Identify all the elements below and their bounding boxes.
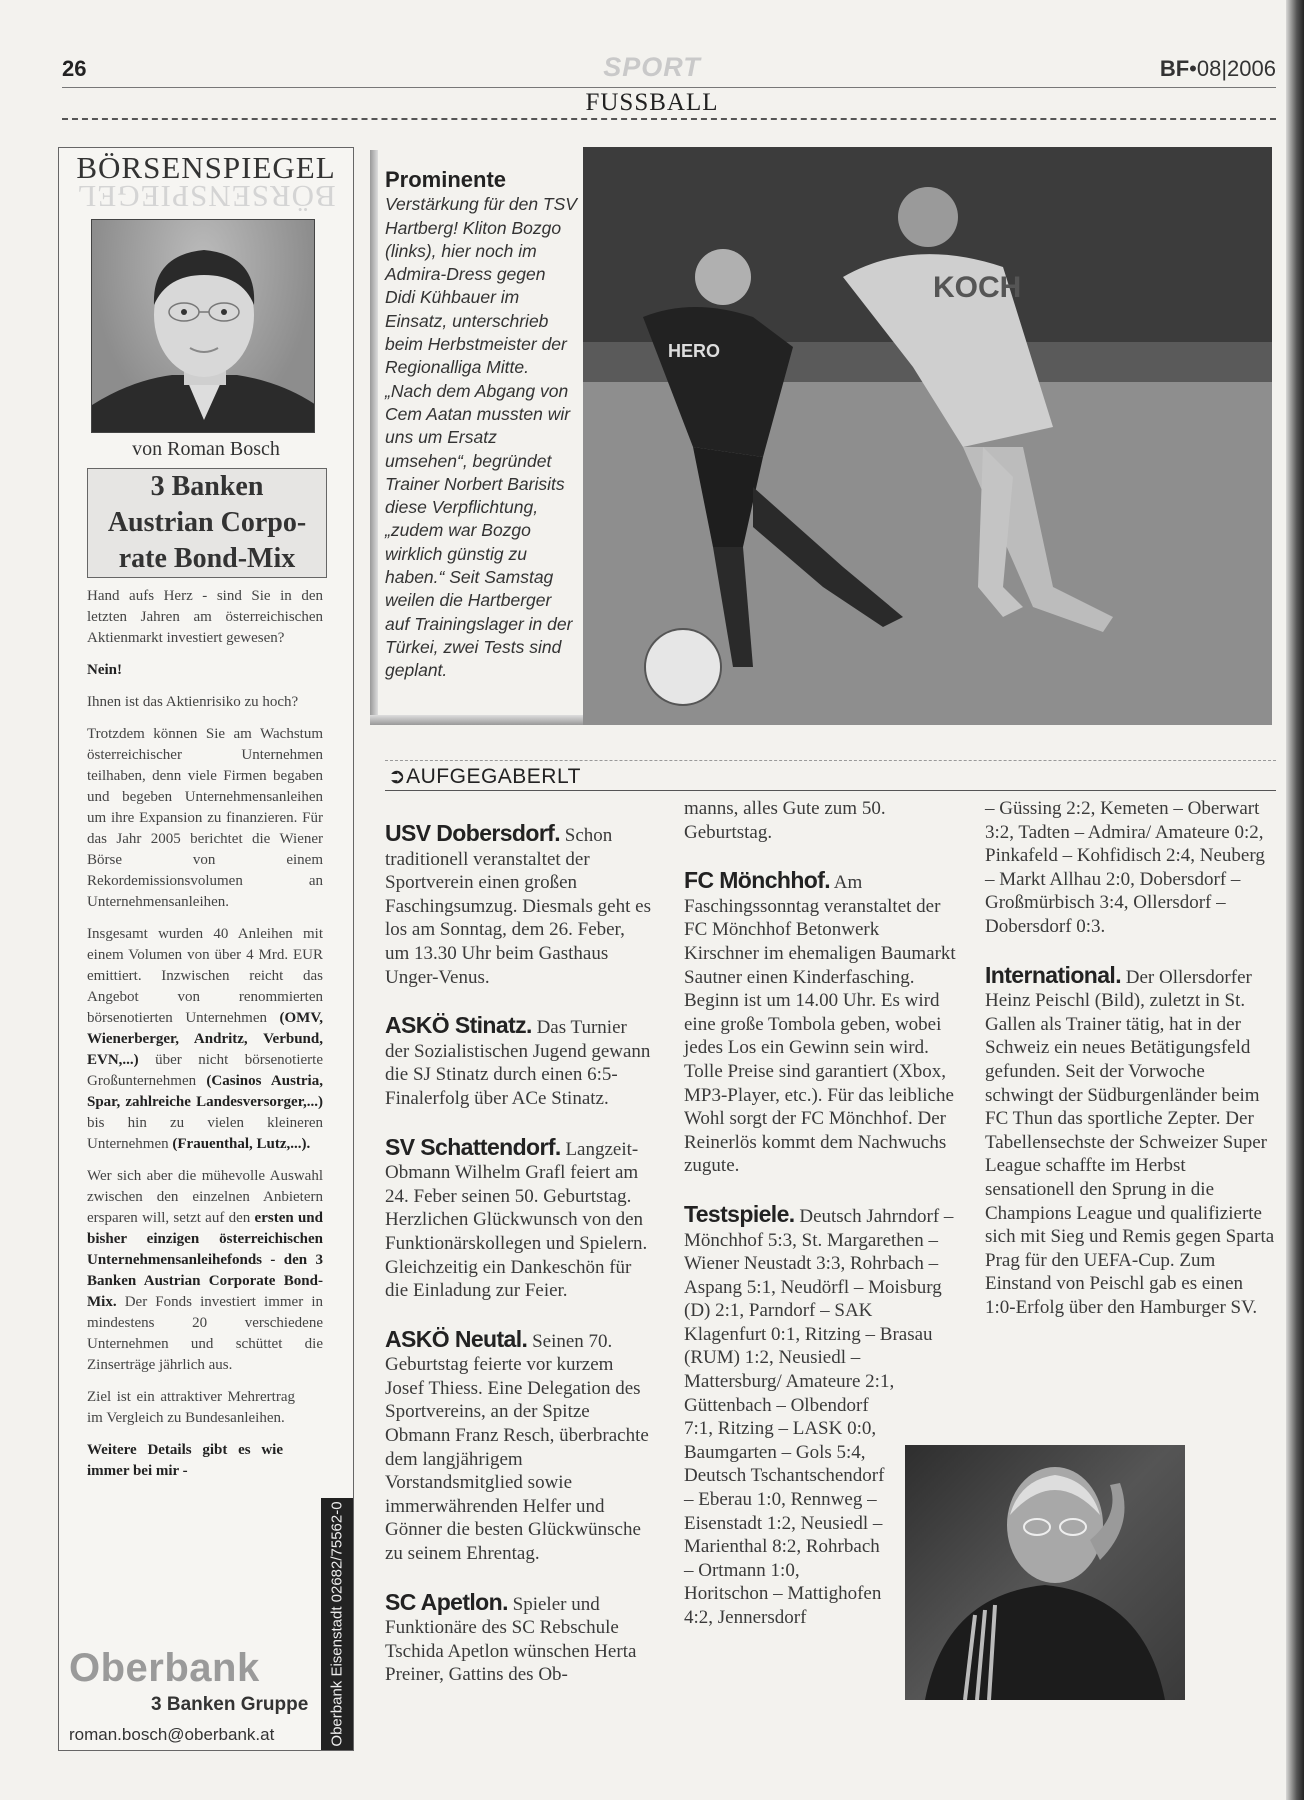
text: über nicht börsenotierte Großunternehmen — [87, 1052, 323, 1089]
news-text: Am Faschingssonntag veranstaltet der FC Mönchhof Betonwerk Kirschner im ehemaligen Baumarkt Sautner einen Kinderfasching. Beginn ist um 14.00 Uhr. Es wird eine große Tombola geben, wobei jedes Los ein Gewinn sein wird. Tolle Preise sind garantiert (Xbox, MP3-Player, etc.). Für das leibliche Wohl sorgt der FC Mönchhof. Der Reinerlös kommt dem Nachwuchs zugute. — [684, 872, 956, 1177]
headline-line: Austrian Corpo- — [107, 507, 307, 538]
topic-title: FUSSBALL — [585, 89, 719, 116]
photo-caption — [385, 168, 580, 683]
paragraph: Trotzdem können Sie am Wachstum österreichischer Unternehmen teilhaben, denn viele Firmen begaben und begeben Unternehmensanleihen um ihre Expansion zu finanzieren. Für das Jahr 2005 berichtet die Wiener Börse von einem Rekordemissionsvolumen an Unternehmensanleihen. — [87, 726, 323, 910]
news-heading: ASKÖ Neutal. — [385, 1325, 528, 1352]
paragraph — [87, 660, 323, 681]
news-text: Deutsch Jahrndorf – Mönchhof 5:3, St. Margarethen – Wiener Neustadt 3:3, Rohrbach – Aspang 5:1, Neudörfl – Moisburg (D) 2:1, Parndorf – SAK Klagenfurt 0:1, Ritzing – Brasau (RUM) 1:2, Neusiedl – Mattersburg/ Amateure 2:1, Güttenbach – Olbendorf 7:1, Ritzing – LASK 0:0, Baumgarten – Gols 5:4, Deutsch Tschantschendorf – Eberau 1:0, Rennweg – Eisenstadt 1:2, Neusiedl – Marienthal 8:2, Rohrbach – Ortmann 1:0, Horitschon – Mattighofen 4:2, Jennersdorf — [684, 1205, 954, 1628]
column-body — [87, 586, 323, 1493]
caption-lead: Prominente — [385, 167, 507, 192]
paragraph: Ihnen ist das Aktienrisiko zu hoch? — [87, 694, 299, 710]
text: Wer sich aber die mühevolle Auswahl zwischen den einzelnen Anbietern ersparen will, setzt auf den — [87, 1168, 323, 1226]
caption-frame — [370, 715, 583, 725]
paragraph — [87, 924, 323, 1155]
contact-phone: Oberbank Eisenstadt 02682/75562-0 — [328, 1501, 346, 1747]
news-item-continued: manns, alles Gute zum 50. Geburtstag. — [684, 798, 886, 843]
news-text: Der Ollersdorfer Heinz Peischl (Bild), zuletzt in St. Gallen als Trainer tätig, hat in der Schweiz ein neues Betätigungsfeld gefunden. Seit der Vorwoche schwingt der Südburgenländer beim FC Thun das sportliche Zepter. Der Tabellensechste der Schweizer Super League schaffte im Herbst sensationell den Sprung in die Champions League und qualifizierte sich mit Sieg und Remis gegen Sparta Prag für den UEFA-Cup. Zum Einstand von Peischl gab es einen 1:0-Erfolg über den Hamburger SV. — [985, 966, 1275, 1318]
news-heading: Testspiele. — [684, 1200, 795, 1227]
news-text: Langzeit-Obmann Wilhelm Grafl feiert am 24. Feber seinen 50. Geburtstag. Herzlichen Glückwunsch von den Funktionärskollegen und Spielern. Gleichzeitig ein Dankeschön für die Einladung zur Feier. — [385, 1138, 648, 1302]
byline: von Roman Bosch — [132, 438, 280, 460]
header-rule — [62, 87, 1276, 88]
heinz-peischl-photo — [905, 1445, 1185, 1700]
paragraph — [87, 1166, 323, 1376]
emphasis: Nein! — [87, 662, 122, 678]
paragraph — [87, 1440, 323, 1482]
emphasis: (Frauenthal, Lutz,...). — [172, 1136, 311, 1152]
headline-line: rate Bond-Mix — [118, 543, 296, 574]
section-dashed-rule — [385, 760, 1276, 761]
brand: BF — [1159, 56, 1190, 81]
news-text: Seinen 70. Geburtstag feierte vor kurzem Josef Thiess. Eine Delegation des Sportvereins, an der Spitze Obmann Franz Resch, überbrachte dem langjährigem Vorstandsmitglied sowie immerwährenden Helfer und Gönner die besten Glückwünsche zu seinem Ehrentag. — [385, 1330, 649, 1565]
edition-label: BF•08|2006 — [1159, 56, 1276, 81]
year: 2006 — [1227, 56, 1276, 81]
caption-text: Verstärkung für den TSV Hartberg! Kliton Bozgo (links), hier noch im Admira-Dress gegen Didi Kühbauer im Einsatz, unterschrieb beim Herbstmeister der Regionalliga Mitte. „Nach dem Abgang von Cem Aatan mussten wir uns um Ersatz umsehen“, begründet Trainer Norbert Barisits diese Verpflichtung, „zudem war Bozgo wirklich günstig zu haben.“ Seit Samstag weilen die Hartberger auf Trainingslager in der Türkei, zwei Tests sind geplant. — [385, 194, 577, 681]
contact-stripe — [321, 1498, 353, 1750]
paragraph: Hand aufs Herz - sind Sie in den letzten Jahren am österreichischen Aktienmarkt investiert gewesen? — [87, 588, 323, 646]
boersenspiegel-column — [58, 147, 354, 1751]
column-title-reflection: BÖRSENSPIEGEL — [76, 179, 336, 214]
shirt-text: HERO — [668, 341, 721, 361]
section-rule — [385, 790, 1276, 791]
text: Der Fonds investiert immer in mindestens 20 verschiedene Unternehmen und schüttet die Zinserträge jährlich aus. — [87, 1294, 323, 1373]
author-portrait — [91, 219, 315, 433]
page-number: 26 — [62, 56, 87, 81]
arrow-icon: ➲ — [388, 765, 407, 788]
football-match-photo — [583, 147, 1272, 725]
section-label-text: AUFGEGABERLT — [406, 765, 581, 788]
news-text: Spieler und Funktionäre des SC Rebschule Tschida Apetlon wünschen Herta Preiner, Gattins des Ob- — [385, 1593, 637, 1686]
issue: 08 — [1196, 56, 1222, 81]
header-dashed-rule — [62, 118, 1276, 120]
emphasis: (Casinos Austria, Spar, zahlreiche Landesversorger,...) — [87, 1073, 323, 1110]
news-heading: FC Mönchhof. — [684, 867, 831, 894]
news-column-3 — [985, 797, 1275, 1342]
headline-line: 3 Banken — [150, 471, 264, 502]
news-item-continued: – Güssing 2:2, Kemeten – Oberwart 3:2, Tadten – Admira/ Amateure 0:2, Pinkafeld – Kohfidisch 2:4, Neuberg – Markt Allhau 2:0, Dobersdorf – Großmürbisch 3:4, Ollersdorf – Dobersdorf 0:3. — [985, 798, 1265, 937]
section-title: SPORT — [603, 52, 701, 82]
emphasis: ersten und bisher einzigen österreichischen Unternehmensanleihefonds - den 3 Banken Austrian Corporate Bond-Mix. — [87, 1210, 323, 1310]
text: Insgesamt wurden 40 Anleihen mit einem Volumen von über 4 Mrd. EUR emittiert. Inzwischen reicht das Angebot von renommierten börsenotierten Unternehmen — [87, 926, 323, 1026]
news-text: Das Turnier der Sozialistischen Jugend gewann die SJ Stinatz durch einen 6:5-Finalerfolg über ACe Stinatz. — [385, 1017, 651, 1109]
news-heading: USV Dobersdorf. — [385, 820, 561, 846]
news-heading: ASKÖ Stinatz. — [385, 1012, 532, 1039]
text: bis hin zu vielen kleineren Unternehmen — [87, 1115, 323, 1152]
section-label — [388, 764, 581, 789]
oberbank-logo: Oberbank — [69, 1646, 260, 1690]
news-heading: SC Apetlon. — [385, 1588, 508, 1615]
caption-frame — [370, 150, 378, 725]
emphasis: (OMV, Wienerberger, Andritz, Verbund, EVN,...) — [87, 1010, 323, 1068]
emphasis: Weitere Details gibt es wie immer bei mir - — [87, 1442, 283, 1479]
paragraph: Ziel ist ein attraktiver Mehrertrag im Vergleich zu Bundesanleihen. — [87, 1389, 295, 1426]
logo-subtitle: 3 Banken Gruppe — [151, 1694, 309, 1715]
column-title: BÖRSENSPIEGEL — [76, 150, 336, 185]
news-column-1 — [385, 797, 653, 1710]
email-link[interactable]: roman.bosch@oberbank.at — [69, 1725, 275, 1744]
scan-edge — [1286, 0, 1304, 1800]
column-headline — [87, 468, 327, 578]
news-heading: International. — [985, 961, 1122, 988]
news-heading: SV Schattendorf. — [385, 1133, 561, 1160]
jersey-sponsor: KOCH — [933, 271, 1022, 304]
news-text: Schon traditionell veranstaltet der Sportverein einen großen Faschingsumzug. Diesmals geht es los am Sonntag, dem 26. Feber, um 13.30 Uhr beim Gasthaus Unger-Venus. — [385, 825, 651, 988]
